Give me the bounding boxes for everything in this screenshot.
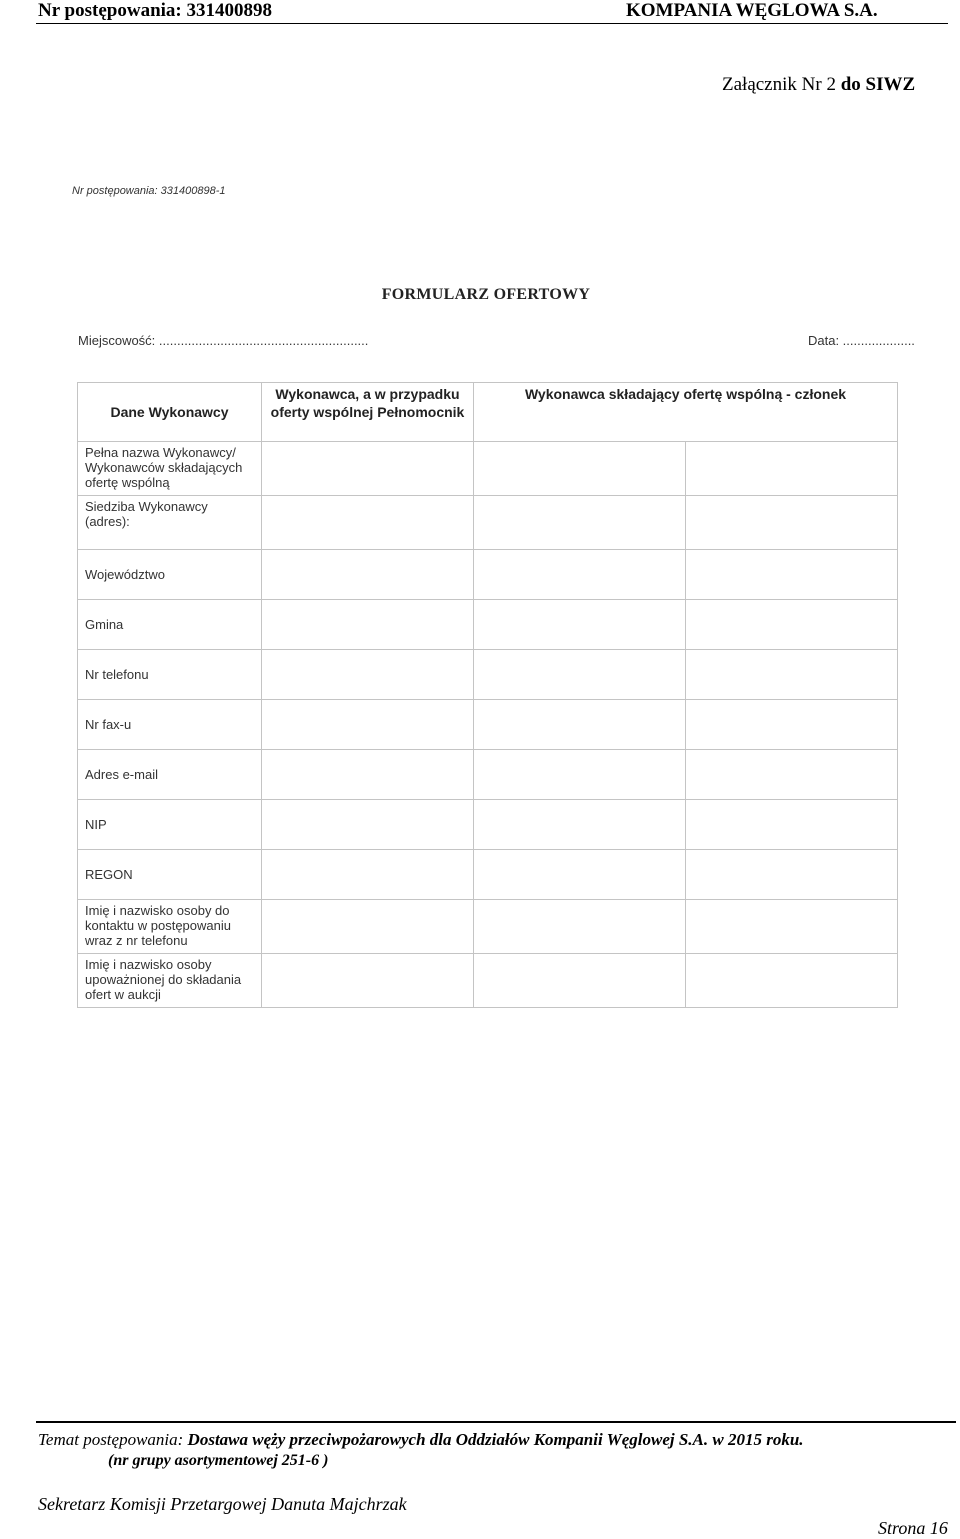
row-label-contact-person: Imię i nazwisko osoby do kontaktu w postępowaniu wraz z nr telefonu [78, 900, 262, 954]
company-name-header: KOMPANIA WĘGLOWA S.A. [626, 0, 878, 21]
cell-representative[interactable] [262, 954, 474, 1008]
footer-divider [36, 1421, 956, 1423]
table-row [78, 600, 898, 650]
cell-member[interactable] [686, 954, 898, 1008]
row-label-email: Adres e-mail [78, 750, 262, 800]
topic-value: Dostawa węży przeciwpożarowych dla Oddziałów Kompanii Węglowej S.A. w 2015 roku. [187, 1430, 804, 1449]
cell-representative[interactable] [262, 750, 474, 800]
table-row [78, 700, 898, 750]
cell-member[interactable] [474, 700, 686, 750]
header-contractor-data: Dane Wykonawcy [78, 383, 262, 442]
topic-label: Temat postępowania: [38, 1430, 188, 1449]
row-label-authorized-person: Imię i nazwisko osoby upoważnionej do składania ofert w aukcji [78, 954, 262, 1008]
cell-representative[interactable] [262, 550, 474, 600]
table-row [78, 954, 898, 1008]
table-row [78, 750, 898, 800]
row-label-voivodeship: Województwo [78, 550, 262, 600]
page-number: Strona 16 [878, 1518, 948, 1538]
cell-member[interactable] [686, 850, 898, 900]
cell-member[interactable] [474, 650, 686, 700]
cell-member[interactable] [474, 600, 686, 650]
header-divider [36, 23, 948, 24]
cell-representative[interactable] [262, 850, 474, 900]
cell-member[interactable] [686, 900, 898, 954]
table-row [78, 650, 898, 700]
header-joint-member: Wykonawca składający ofertę wspólną - członek [474, 383, 898, 442]
form-title: FORMULARZ OFERTOWY [381, 286, 591, 303]
cell-member[interactable] [686, 600, 898, 650]
cell-member[interactable] [474, 442, 686, 496]
annex-label [722, 74, 915, 96]
cell-member[interactable] [474, 954, 686, 1008]
row-label-phone: Nr telefonu [78, 650, 262, 700]
cell-representative[interactable] [262, 650, 474, 700]
cell-representative[interactable] [262, 800, 474, 850]
cell-member[interactable] [474, 496, 686, 550]
place-field-label: Miejscowość: .......................................................... [78, 333, 369, 348]
row-label-address: Siedziba Wykonawcy (adres): [78, 496, 262, 550]
cell-member[interactable] [686, 550, 898, 600]
cell-member[interactable] [686, 650, 898, 700]
annex-suffix: do SIWZ [840, 74, 916, 95]
cell-member[interactable] [686, 750, 898, 800]
row-label-commune: Gmina [78, 600, 262, 650]
table-row [78, 900, 898, 954]
table-row [78, 442, 898, 496]
cell-representative[interactable] [262, 442, 474, 496]
table-row [78, 550, 898, 600]
cell-representative[interactable] [262, 496, 474, 550]
cell-representative[interactable] [262, 900, 474, 954]
table-header-row [78, 383, 898, 442]
cell-member[interactable] [474, 900, 686, 954]
row-label-regon: REGON [78, 850, 262, 900]
row-label-fax: Nr fax-u [78, 700, 262, 750]
row-label-nip: NIP [78, 800, 262, 850]
case-number-header: Nr postępowania: 331400898 [38, 0, 272, 21]
cell-member[interactable] [474, 550, 686, 600]
cell-member[interactable] [686, 442, 898, 496]
product-group: (nr grupy asortymentowej 251-6 ) [108, 1452, 329, 1469]
date-field-label: Data: .................... [808, 333, 915, 348]
header-representative: Wykonawca, a w przypadku oferty wspólnej Pełnomocnik [262, 383, 474, 442]
table-row [78, 800, 898, 850]
cell-representative[interactable] [262, 700, 474, 750]
scanned-case-number: Nr postępowania: 331400898-1 [72, 185, 226, 197]
table-row [78, 496, 898, 550]
row-label-full-name: Pełna nazwa Wykonawcy/ Wykonawców składających ofertę wspólną [78, 442, 262, 496]
cell-member[interactable] [686, 700, 898, 750]
cell-member[interactable] [686, 496, 898, 550]
procurement-topic [38, 1430, 804, 1450]
cell-member[interactable] [686, 800, 898, 850]
offer-form-table [77, 382, 898, 1008]
cell-member[interactable] [474, 800, 686, 850]
cell-member[interactable] [474, 750, 686, 800]
cell-member[interactable] [474, 850, 686, 900]
annex-prefix: Załącznik Nr 2 [722, 74, 841, 95]
cell-representative[interactable] [262, 600, 474, 650]
table-row [78, 850, 898, 900]
committee-secretary: Sekretarz Komisji Przetargowej Danuta Majchrzak [38, 1494, 407, 1514]
